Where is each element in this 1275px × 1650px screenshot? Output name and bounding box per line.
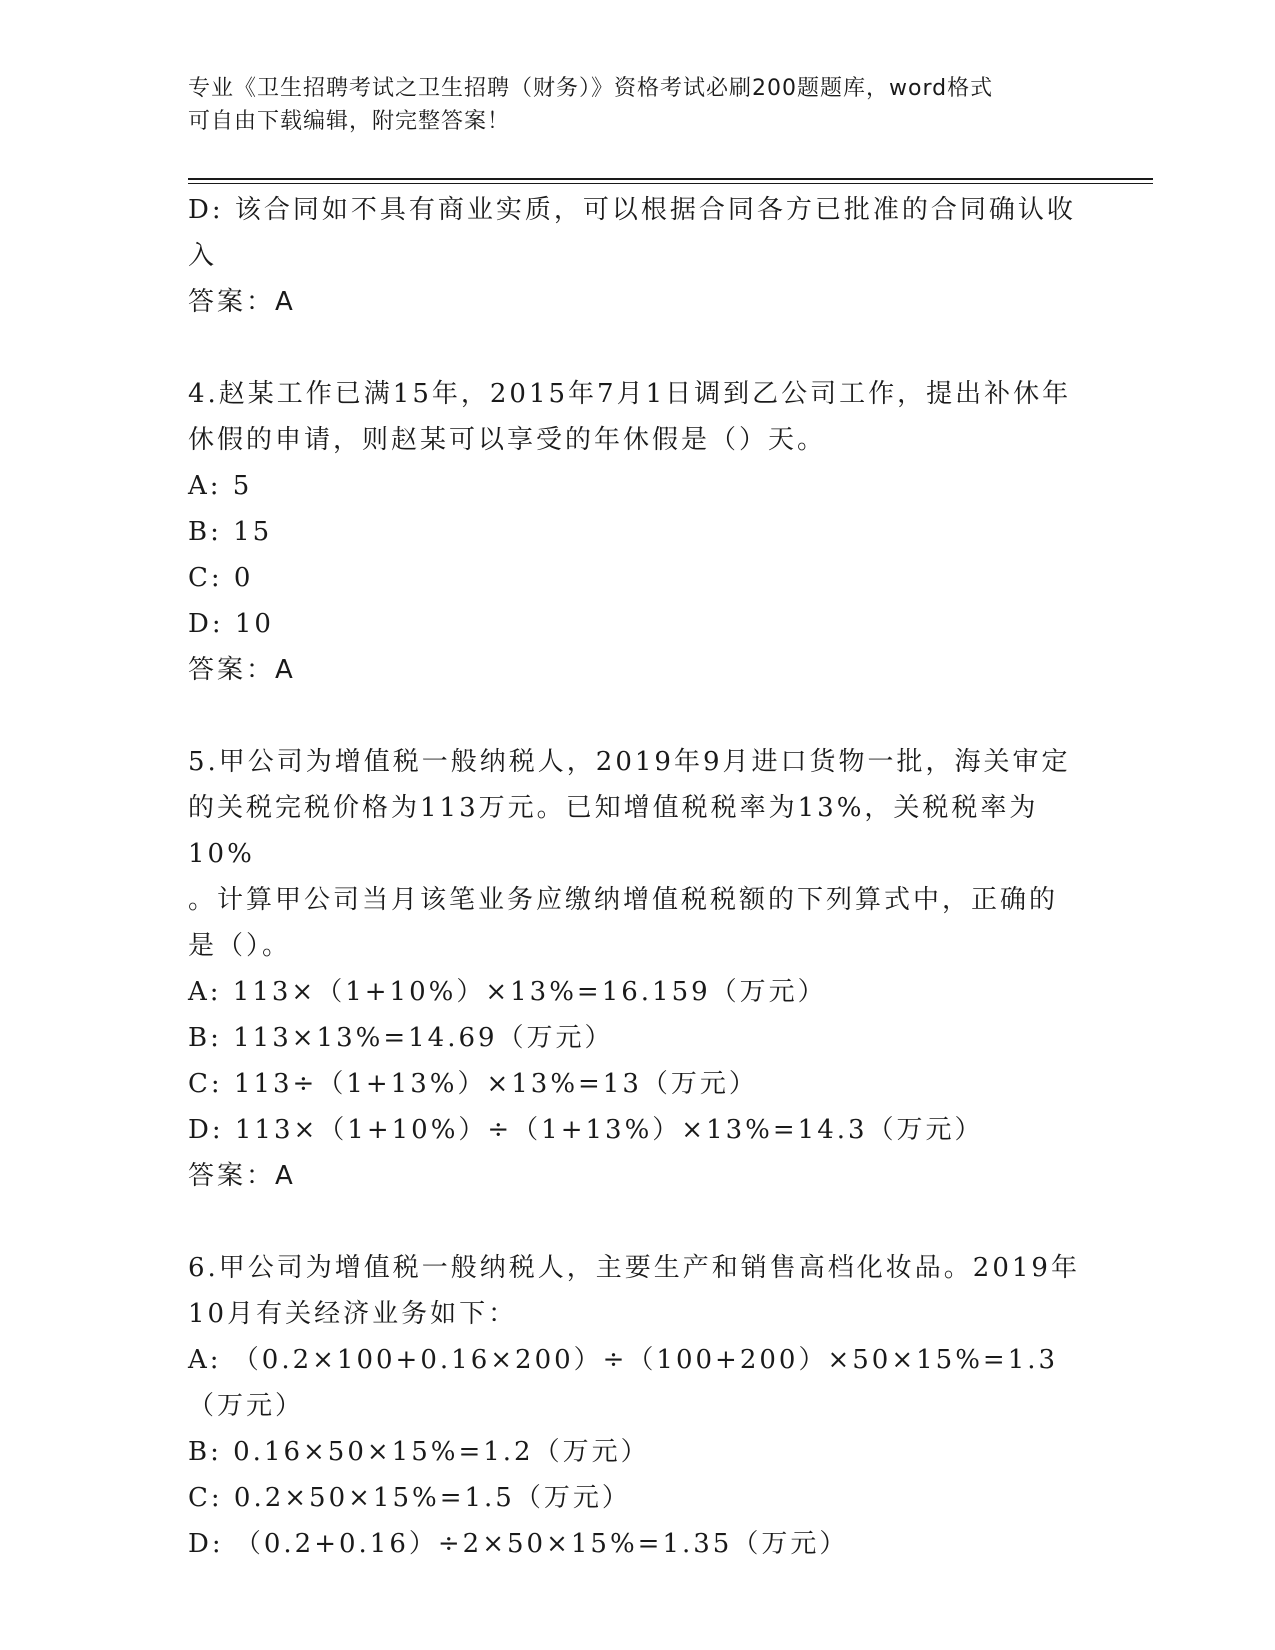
option-b: B: 113×13%=14.69（万元） (188, 1023, 614, 1053)
option-c: C: 113÷（1+13%）×13%=13（万元） (188, 1069, 758, 1099)
answer-line: 答案：A (188, 287, 296, 317)
option-a: A: 5 (188, 471, 253, 501)
option-b: B: 15 (188, 517, 273, 547)
spacer (188, 1199, 1088, 1245)
question-5 (188, 739, 1088, 1199)
question-stem-line: 休假的申请，则赵某可以享受的年休假是（）天。 (188, 425, 827, 455)
option-d-line-2: 入 (188, 241, 218, 271)
question-6 (188, 1245, 1088, 1567)
document-header (188, 72, 1068, 138)
question-stem-line: 。计算甲公司当月该笔业务应缴纳增值税税额的下列算式中，正确的 (188, 885, 1059, 915)
option-d-line-1: D: 该合同如不具有商业实质，可以根据合同各方已批准的合同确认收 (188, 195, 1076, 225)
question-stem-line: 6.甲公司为增值税一般纳税人，主要生产和销售高档化妆品。2019年 (188, 1253, 1080, 1283)
header-line-1: 专业《卫生招聘考试之卫生招聘（财务）》资格考试必刷200题题库，word格式 (188, 76, 994, 101)
question-stem-line: 10月有关经济业务如下： (188, 1299, 518, 1329)
option-a: A: （0.2×100+0.16×200）÷（100+200）×50×15%=1.3（万元） (188, 1345, 1059, 1421)
previous-question-tail (188, 187, 1088, 325)
answer-line: 答案：A (188, 655, 296, 685)
header-rule-thin (188, 183, 1153, 184)
spacer (188, 693, 1088, 739)
question-stem-line: 5.甲公司为增值税一般纳税人，2019年9月进口货物一批，海关审定 (188, 747, 1071, 777)
header-line-2: 可自由下载编辑，附完整答案！ (188, 109, 511, 134)
question-stem-line: 的关税完税价格为113万元。已知增值税税率为13%，关税税率为10% (188, 793, 1039, 869)
header-rule-thick (188, 178, 1153, 180)
question-stem-line: 是（）。 (188, 931, 292, 961)
spacer (188, 325, 1088, 371)
answer-line: 答案：A (188, 1161, 296, 1191)
option-d: D: 113×（1+10%）÷（1+13%）×13%=14.3（万元） (188, 1115, 984, 1145)
option-b: B: 0.16×50×15%=1.2（万元） (188, 1437, 650, 1467)
option-a: A: 113×（1+10%）×13%=16.159（万元） (188, 977, 827, 1007)
question-4 (188, 371, 1088, 693)
option-c: C: 0 (188, 563, 254, 593)
question-stem-line: 4.赵某工作已满15年，2015年7月1日调到乙公司工作，提出补休年 (188, 379, 1072, 409)
option-c: C: 0.2×50×15%=1.5（万元） (188, 1483, 631, 1513)
option-d: D: 10 (188, 609, 274, 639)
option-d: D: （0.2+0.16）÷2×50×15%=1.35（万元） (188, 1529, 849, 1559)
document-body (188, 187, 1088, 1567)
